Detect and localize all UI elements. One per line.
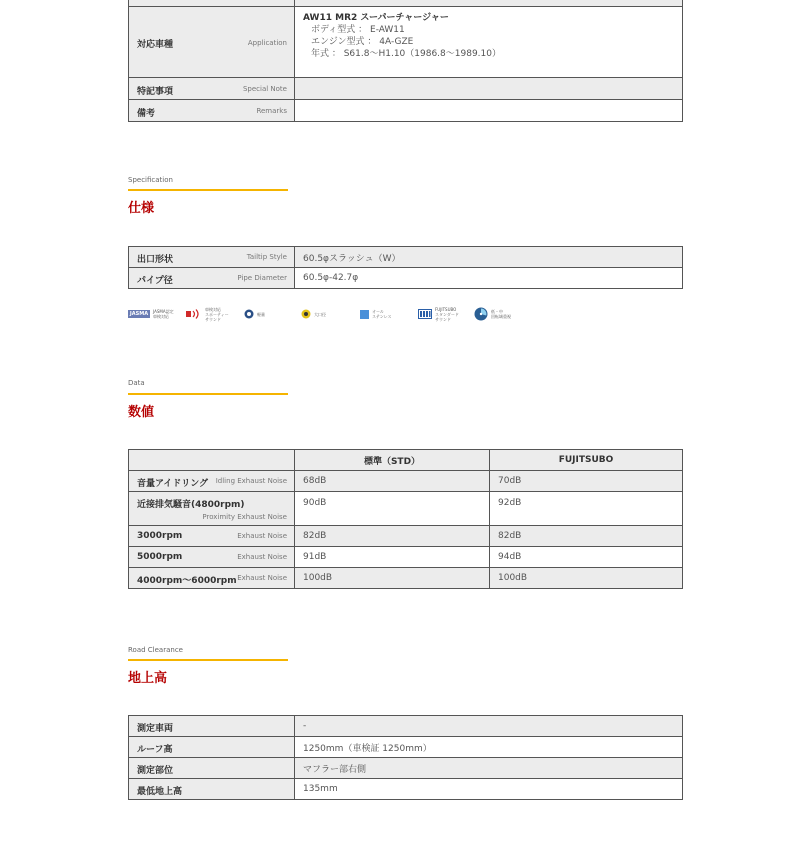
special-note-label-en: Special Note	[242, 85, 287, 93]
clearance-section-en: Road Clearance	[128, 646, 183, 654]
low-mid-torque-symbol	[474, 307, 488, 321]
proximity-label-cell	[129, 492, 295, 526]
measured-vehicle-value: -	[295, 716, 683, 737]
rpm3000-label: 3000rpm	[137, 531, 183, 541]
rpm5000-fujitsubo: 94dB	[490, 547, 683, 568]
jasma-caption: JASMA認定 車検対応	[153, 309, 174, 319]
fujitsubo-standard-symbol	[418, 309, 432, 319]
special-note-value	[295, 78, 683, 100]
rpm4000-6000-label: 4000rpm～6000rpm	[137, 576, 237, 586]
application-label-en: Application	[247, 39, 287, 47]
clearance-table	[128, 715, 683, 800]
rpm3000-label-cell	[129, 526, 295, 547]
idling-label-en: Idling Exhaust Noise	[215, 477, 287, 485]
low-mid-torque-caption: 低・中 回転域重視	[491, 309, 511, 319]
remarks-label: 備考	[137, 109, 156, 119]
rpm3000-fujitsubo: 82dB	[490, 526, 683, 547]
stainless-symbol	[360, 310, 369, 319]
special-note-label: 特記事項	[137, 87, 174, 97]
application-label-cell	[129, 7, 295, 78]
min-clearance-label-cell	[129, 779, 295, 800]
pipe-diameter-value: 60.5φ-42.7φ	[295, 268, 683, 289]
fujitsubo-standard-caption: FUJITSUBO スタンダード サウンド	[435, 306, 459, 322]
proximity-label: 近接排気騒音(4800rpm)	[137, 500, 245, 510]
clearance-section-underline	[128, 659, 288, 661]
remarks-value	[295, 100, 683, 122]
rpm5000-label: 5000rpm	[137, 552, 183, 562]
tailtip-label-en: Tailtip Style	[246, 253, 287, 261]
remarks-label-en: Remarks	[256, 107, 287, 115]
rpm4000-6000-std: 100dB	[295, 568, 490, 589]
sound-icon	[186, 305, 229, 323]
min-clearance-value: 135mm	[295, 779, 683, 800]
sound-symbol	[186, 309, 202, 319]
measure-point-value: マフラー部右側	[295, 758, 683, 779]
data-section-underline	[128, 393, 288, 395]
measure-point-label-cell	[129, 758, 295, 779]
data-header-std: 標準（STD）	[295, 450, 490, 471]
stainless-icon	[360, 305, 392, 323]
fujitsubo-standard-icon	[418, 305, 459, 323]
measured-vehicle-label-cell	[129, 716, 295, 737]
data-section-en: Data	[128, 379, 145, 387]
jasma-badge-icon	[128, 305, 174, 323]
data-header-blank	[129, 450, 295, 471]
data-table	[128, 449, 683, 589]
big-diameter-symbol	[301, 309, 311, 319]
min-clearance-label: 最低地上高	[137, 787, 183, 797]
spec-section-title: 仕様	[128, 201, 155, 216]
application-value	[295, 7, 683, 78]
rpm3000-label-en: Exhaust Noise	[237, 532, 287, 540]
data-section-title: 数値	[128, 405, 155, 420]
big-diameter-caption: 大口径	[314, 311, 326, 317]
jasma-badge-text: JASMA	[129, 311, 149, 317]
clearance-section-title: 地上高	[128, 671, 168, 686]
lightweight-caption: 軽量	[257, 311, 265, 317]
idling-fujitsubo: 70dB	[490, 471, 683, 492]
vehicle-table	[128, 6, 683, 122]
data-header-fujitsubo: FUJITSUBO	[490, 450, 683, 471]
idling-std: 68dB	[295, 471, 490, 492]
feature-icons	[128, 305, 528, 323]
pipe-diameter-label: パイプ径	[137, 276, 173, 286]
application-year: 年式 ： S61.8～H1.10（1986.8～1989.10）	[311, 49, 501, 59]
rpm3000-std: 82dB	[295, 526, 490, 547]
measure-point-label: 測定部位	[137, 766, 174, 776]
special-note-label-cell	[129, 78, 295, 100]
tailtip-label: 出口形状	[137, 255, 174, 265]
sound-caption: 車検対応 スポーティー サウンド	[205, 306, 229, 322]
pipe-diameter-label-cell	[129, 268, 295, 289]
low-mid-torque-icon	[474, 305, 511, 323]
idling-label: 音量アイドリング	[137, 479, 209, 489]
rpm5000-std: 91dB	[295, 547, 490, 568]
lightweight-symbol	[244, 309, 254, 319]
stainless-caption: オール ステンレス	[372, 309, 392, 319]
tailtip-value: 60.5φスラッシュ（W）	[295, 247, 683, 268]
rpm4000-6000-label-en: Exhaust Noise	[237, 574, 287, 582]
proximity-label-en: Proximity Exhaust Noise	[202, 513, 287, 521]
proximity-fujitsubo: 92dB	[490, 492, 683, 526]
application-engine: エンジン型式 ： 4A-GZE	[311, 37, 414, 47]
measured-vehicle-label: 測定車両	[137, 724, 174, 734]
rpm4000-6000-label-cell	[129, 568, 295, 589]
idling-label-cell	[129, 471, 295, 492]
big-diameter-icon	[301, 305, 326, 323]
proximity-std: 90dB	[295, 492, 490, 526]
spec-section-en: Specification	[128, 176, 173, 184]
application-body: ボディ型式 ： E-AW11	[311, 25, 405, 35]
spec-section-underline	[128, 189, 288, 191]
lightweight-icon	[244, 305, 265, 323]
application-model: AW11 MR2 スーパーチャージャー	[303, 13, 449, 23]
remarks-label-cell	[129, 100, 295, 122]
roof-height-label: ルーフ高	[137, 745, 173, 755]
roof-height-value: 1250mm（車検証 1250mm）	[295, 737, 683, 758]
roof-height-label-cell	[129, 737, 295, 758]
pipe-diameter-label-en: Pipe Diameter	[237, 274, 287, 282]
tailtip-label-cell	[129, 247, 295, 268]
rpm4000-6000-fujitsubo: 100dB	[490, 568, 683, 589]
rpm5000-label-cell	[129, 547, 295, 568]
application-label: 対応車種	[137, 40, 174, 50]
rpm5000-label-en: Exhaust Noise	[237, 553, 287, 561]
spec-table	[128, 246, 683, 289]
